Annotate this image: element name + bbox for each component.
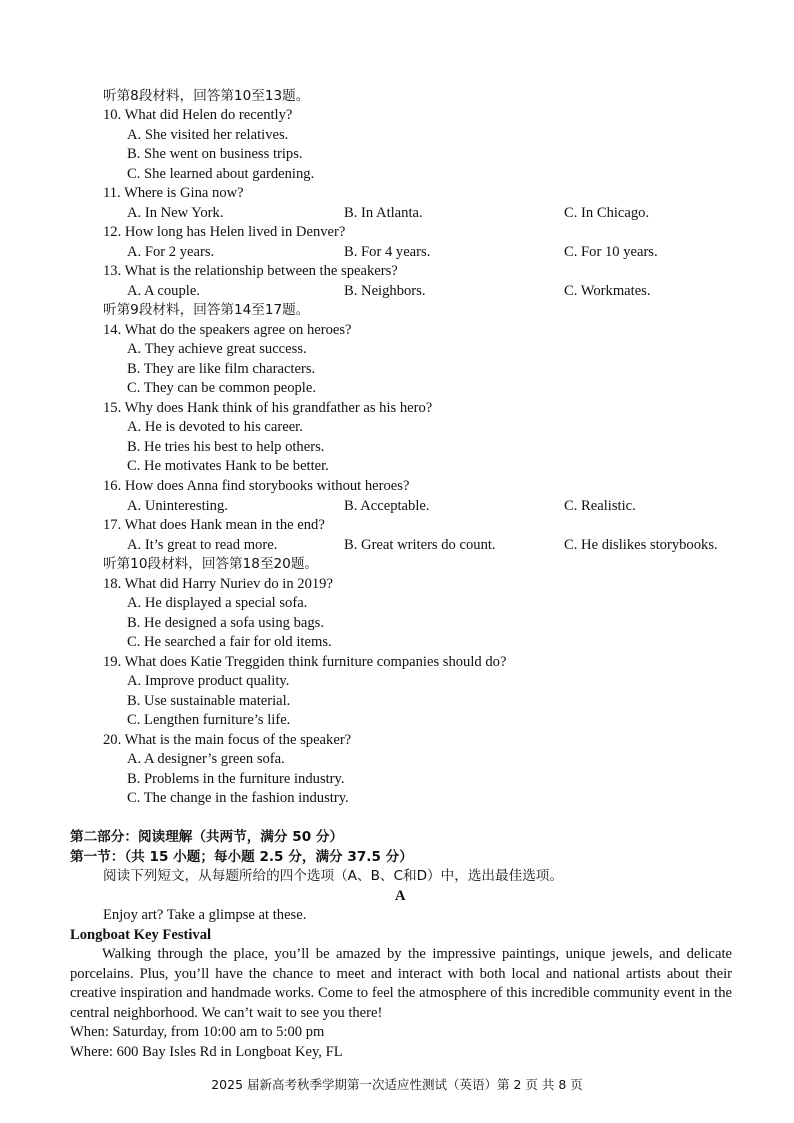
q11-option-b: B. In Atlanta. [344,205,423,221]
q20-option-a: A. A designer’s green sofa. [127,751,285,767]
q18-option-a: A. He displayed a special sofa. [127,595,308,611]
q17-option-c: C. He dislikes storybooks. [564,537,718,553]
question-17: 17. What does Hank mean in the end? [103,517,325,533]
q15-option-a: A. He is devoted to his career. [127,419,303,435]
q18-option-c: C. He searched a fair for old items. [127,634,332,650]
q15-option-b: B. He tries his best to help others. [127,439,325,455]
q18-option-b: B. He designed a sofa using bags. [127,615,324,631]
section-8-heading: 听第8段材料，回答第10至13题。 [103,88,310,104]
question-18: 18. What did Harry Nuriev do in 2019? [103,576,333,592]
q17-option-a: A. It’s great to read more. [127,537,278,553]
passage-intro: Enjoy art? Take a glimpse at these. [103,907,307,923]
event-when: When: Saturday, from 10:00 am to 5:00 pm [70,1024,325,1040]
q15-option-c: C. He motivates Hank to be better. [127,458,329,474]
q10-option-c: C. She learned about gardening. [127,166,315,182]
q16-option-c: C. Realistic. [564,498,636,514]
q17-option-b: B. Great writers do count. [344,537,496,553]
question-20: 20. What is the main focus of the speaker? [103,732,352,748]
section-10-heading: 听第10段材料，回答第18至20题。 [103,556,319,572]
q12-option-b: B. For 4 years. [344,244,431,260]
q14-option-b: B. They are like film characters. [127,361,316,377]
q19-option-c: C. Lengthen furniture’s life. [127,712,291,728]
q20-option-c: C. The change in the fashion industry. [127,790,349,806]
question-13: 13. What is the relationship between the speakers? [103,263,398,279]
event-description: Walking through the place, you’ll be amazed by the impressive paintings, unique jewels, and delicate porcelains. Plus, you’ll have the chance to meet and interact with both local and national artists about their creative inspiration and handmade works. Come to feel the atmosphere of this incredible community event in the central neighborhood. We can’t wait to see you there! [70,946,732,1021]
q16-option-a: A. Uninteresting. [127,498,228,514]
question-10: 10. What did Helen do recently? [103,107,293,123]
question-14: 14. What do the speakers agree on heroes? [103,322,352,338]
q19-option-b: B. Use sustainable material. [127,693,291,709]
q14-option-c: C. They can be common people. [127,380,316,396]
question-16: 16. How does Anna find storybooks without heroes? [103,478,410,494]
question-11: 11. Where is Gina now? [103,185,244,201]
q10-option-b: B. She went on business trips. [127,146,303,162]
section-9-heading: 听第9段材料，回答第14至17题。 [103,302,310,318]
question-19: 19. What does Katie Treggiden think furniture companies should do? [103,654,507,670]
q11-option-c: C. In Chicago. [564,205,650,221]
q11-option-a: A. In New York. [127,205,224,221]
q16-option-b: B. Acceptable. [344,498,430,514]
q12-option-a: A. For 2 years. [127,244,215,260]
q10-option-a: A. She visited her relatives. [127,127,289,143]
q20-option-b: B. Problems in the furniture industry. [127,771,345,787]
reading-instruction: 阅读下列短文，从每题所给的四个选项（A、B、C和D）中，选出最佳选项。 [103,868,563,884]
event-where: Where: 600 Bay Isles Rd in Longboat Key, FL [70,1044,343,1060]
question-12: 12. How long has Helen lived in Denver? [103,224,346,240]
q13-option-c: C. Workmates. [564,283,651,299]
part-two-title: 第二部分：阅读理解（共两节，满分 50 分） [70,829,344,845]
question-15: 15. Why does Hank think of his grandfather as his hero? [103,400,433,416]
q13-option-b: B. Neighbors. [344,283,426,299]
passage-label: A [395,888,406,904]
section-one-title: 第一节：（共 15 小题；每小题 2.5 分，满分 37.5 分） [70,849,413,865]
q13-option-a: A. A couple. [127,283,200,299]
page-footer: 2025 届新高考秋季学期第一次适应性测试（英语）第 2 页 共 8 页 [211,1077,583,1092]
event-title: Longboat Key Festival [70,927,212,943]
q14-option-a: A. They achieve great success. [127,341,307,357]
q12-option-c: C. For 10 years. [564,244,658,260]
q19-option-a: A. Improve product quality. [127,673,290,689]
